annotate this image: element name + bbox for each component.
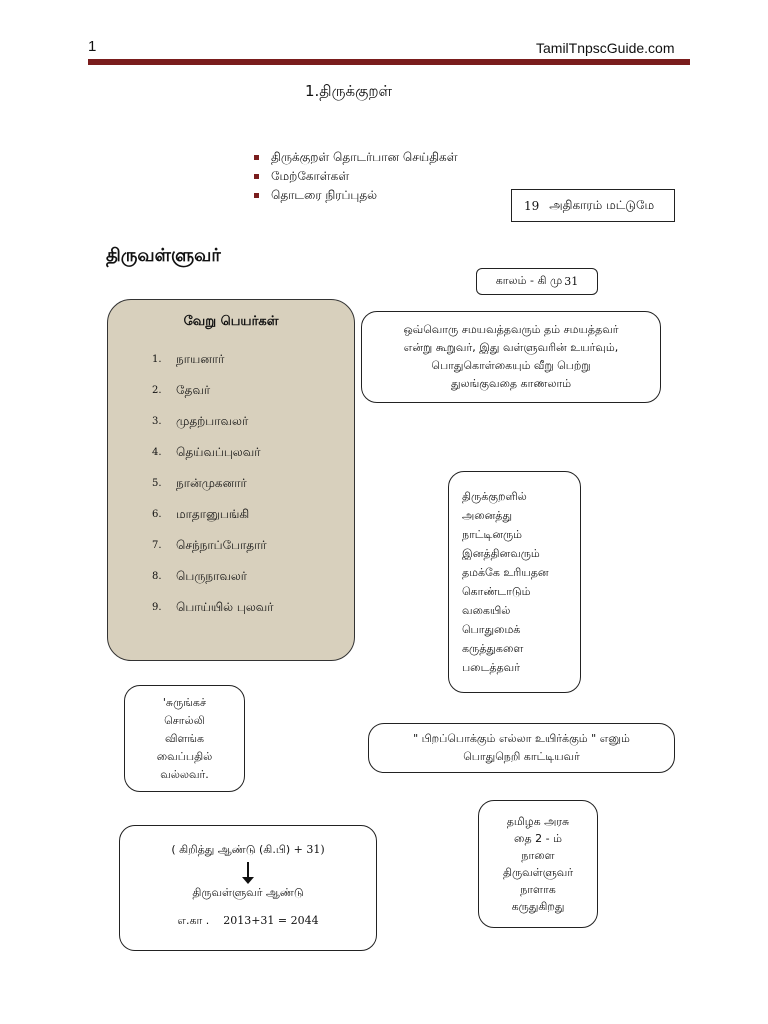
quote-note-box: [368, 723, 675, 773]
bullet-text: மேற்கோள்கள்: [271, 168, 350, 183]
header-rule: [88, 59, 690, 65]
name-text: பொய்யில் புலவர்: [176, 599, 274, 614]
name-item: [152, 375, 274, 406]
bullet-text: தொடரை நிரப்புதல்: [271, 187, 378, 202]
note-line: திருவள்ளுவர்: [502, 866, 574, 879]
name-number: 2.: [152, 385, 162, 396]
name-text: நான்முகனார்: [176, 475, 247, 490]
down-arrow-icon: [247, 862, 249, 878]
note-line: நாட்டினரும்: [462, 528, 523, 541]
name-item: [152, 344, 274, 375]
other-names-title: வேறு பெயர்கள்: [183, 314, 279, 329]
name-number: 3.: [152, 416, 162, 427]
formula-text: ( கிறித்து ஆண்டு (கி.பி): [171, 842, 294, 856]
name-text: செந்நாப்போதார்: [176, 537, 267, 552]
note-line: வல்லவர்.: [160, 767, 209, 781]
government-note-box: [478, 800, 598, 928]
name-item: [152, 530, 274, 561]
formula-result: திருவள்ளுவர் ஆண்டு: [192, 885, 304, 899]
note-line: தமக்கே உரியதன: [462, 566, 549, 579]
name-text: தெய்வப்புலவர்: [176, 444, 261, 459]
name-text: முதற்பாவலர்: [176, 413, 249, 428]
bullet-marker: [254, 155, 259, 160]
name-text: பெருநாவலர்: [176, 568, 248, 583]
note-line: " பிறப்பொக்கும் எல்லா உயிர்க்கும் " எனும்: [413, 732, 630, 745]
bullet-text: திருக்குறள் தொடர்பான செய்திகள்: [271, 149, 458, 164]
name-number: 5.: [152, 478, 162, 489]
note-line: கொண்டாடும்: [462, 585, 531, 598]
note-line: திருக்குறளில்: [462, 490, 527, 503]
name-number: 7.: [152, 540, 162, 551]
name-item: [152, 561, 274, 592]
name-item: [152, 406, 274, 437]
bullet-item: [254, 186, 458, 205]
thirukkural-note-box: [448, 471, 581, 693]
note-line: வைப்பதில்: [156, 749, 213, 763]
note-line: பொதுநெறி காட்டியவர்: [463, 750, 580, 763]
name-text: தேவர்: [176, 382, 211, 397]
note-line: நாளாக: [520, 883, 556, 896]
note-line: படைத்தவர்: [462, 661, 520, 674]
page-number: 1: [88, 38, 97, 55]
name-number: 6.: [152, 509, 162, 520]
formula-plus: + 31): [293, 842, 325, 856]
name-item: [152, 592, 274, 623]
example-calc: 2013+31 = 2044: [223, 913, 319, 927]
chapters-count-number: 19: [524, 198, 540, 213]
name-text: நாயனார்: [176, 351, 225, 366]
name-number: 1.: [152, 354, 162, 365]
chapters-count-text: அதிகாரம் மட்டுமே: [549, 197, 655, 212]
note-line: துலங்குவதை காணலாம்: [450, 377, 572, 390]
note-line: 'சுருங்கச்: [162, 695, 207, 709]
note-line: என்று கூறுவர், இது வள்ளுவரின் உயர்வும்,: [403, 341, 619, 354]
note-line: கருத்துகளை: [462, 642, 524, 655]
bullet-marker: [254, 174, 259, 179]
note-line: பொதுகொள்கையும் வீறு பெற்று: [431, 359, 591, 372]
note-line: நாளை: [521, 849, 555, 862]
formula-line: [120, 841, 376, 859]
year-formula-box: [119, 825, 377, 951]
note-line: கருதுகிறது: [511, 900, 565, 913]
note-line: தை 2 - ம்: [514, 832, 562, 845]
bullet-marker: [254, 193, 259, 198]
site-name: TamilTnpscGuide.com: [536, 40, 675, 56]
formula-example: [120, 912, 376, 930]
note-line: சொல்லி: [164, 713, 205, 727]
name-number: 8.: [152, 571, 162, 582]
bullet-item: [254, 167, 458, 186]
note-line: பொதுமைக்: [462, 623, 521, 636]
note-line: விளங்க: [164, 731, 205, 745]
name-item: [152, 468, 274, 499]
note-line: ஒவ்வொரு சமயவத்தவரும் தம் சமயத்தவர்: [403, 323, 619, 336]
chapter-title: 1.திருக்குறள்: [305, 82, 393, 100]
section-heading: திருவள்ளுவர்: [106, 245, 221, 266]
skill-note-box: [124, 685, 245, 792]
period-year: 31: [564, 275, 579, 288]
name-item: [152, 437, 274, 468]
religion-note-box: [361, 311, 661, 403]
name-item: [152, 499, 274, 530]
other-names-panel: [107, 299, 355, 661]
chapters-count-box: [511, 189, 675, 222]
note-line: இனத்தினவரும்: [462, 547, 540, 560]
name-text: மாதானுபங்கி: [176, 506, 250, 521]
name-number: 9.: [152, 602, 162, 613]
note-line: தமிழக அரசு: [506, 815, 570, 828]
period-box: [476, 268, 598, 295]
name-number: 4.: [152, 447, 162, 458]
topic-bullet-list: [254, 148, 458, 205]
bullet-item: [254, 148, 458, 167]
other-names-list: [152, 344, 274, 623]
period-label: காலம் - கி மு: [495, 274, 563, 287]
note-line: அனைத்து: [462, 509, 513, 522]
example-label: எ.கா .: [177, 913, 210, 927]
note-line: வகையில்: [462, 604, 511, 617]
